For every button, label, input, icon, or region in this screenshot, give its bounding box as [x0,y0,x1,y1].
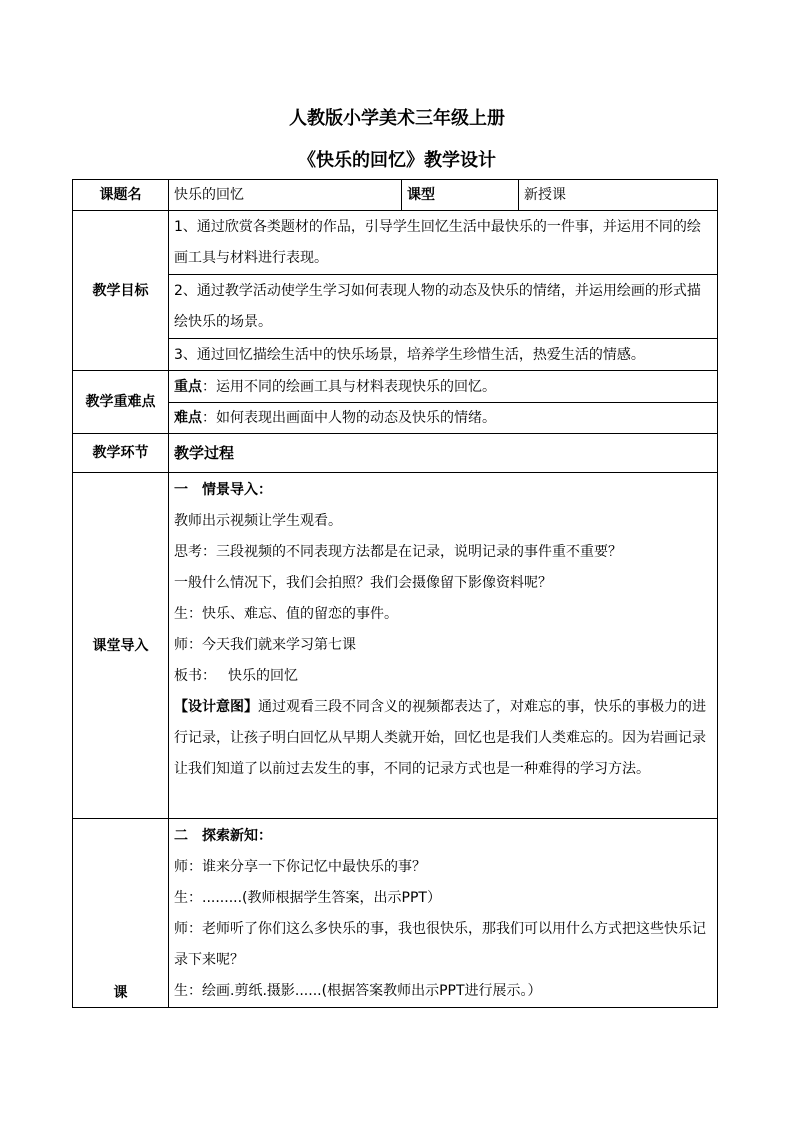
difficulty-row [73,403,718,434]
topic-value: 快乐的回忆 [169,180,402,211]
explore-content [169,819,718,1008]
key-text: ：运用不同的绘画工具与材料表现快乐的回忆。 [202,378,496,395]
intro-line: 教师出示视频让学生观看。 [174,513,342,529]
stage-label: 教学环节 [73,434,169,473]
lesson-label: 课 [73,819,169,1008]
intro-line: 一般什么情况下，我们会拍照？我们会摄像留下影像资料呢？ [174,575,552,591]
design-intent [174,692,712,785]
type-value: 新授课 [519,180,718,211]
document-title: 人教版小学美术三年级上册 [289,108,505,129]
goal-row-3 [73,339,718,371]
explore-row [73,819,718,1008]
stage-header-row [73,434,718,473]
key-prefix: 重点 [174,378,202,395]
process-label: 教学过程 [169,434,718,473]
lesson-plan-table [72,179,718,1008]
explore-heading: 二 探索新知： [174,828,272,844]
intro-row [73,473,718,819]
topic-row [73,180,718,211]
goal-3: 3、通过回忆描绘生活中的快乐场景，培养学生珍惜生活，热爱生活的情感。 [169,339,718,371]
diff-prefix: 难点 [174,410,202,426]
keypoints-label: 教学重难点 [73,371,169,434]
goal-2: 2、通过教学活动使学生学习如何表现人物的动态及快乐的情绪，并运用绘画的形式描绘快乐的场景。 [169,275,718,339]
board-text: 快乐的回忆 [228,668,298,684]
diff-text: ：如何表现出画面中人物的动态及快乐的情绪。 [202,410,496,426]
intro-line: 师：今天我们就来学习第七课 [174,637,356,653]
explore-line: 生：绘画.剪纸.摄影......(根据答案教师出示PPT进行展示。） [174,983,542,999]
explore-line: 师：老师听了你们这么多快乐的事，我也很快乐，那我们可以用什么方式把这些快乐记录下来呢？ [174,921,706,968]
intro-line: 思考：三段视频的不同表现方法都是在记录，说明记录的事件重不重要？ [174,544,622,560]
type-label: 课型 [402,180,519,211]
document-subtitle: 《快乐的回忆》教学设计 [298,150,496,171]
keypoint-cell [169,371,718,403]
difficulty-cell [169,403,718,434]
explore-line: 生：.........(教师根据学生答案，出示PPT） [174,890,441,906]
intro-line: 生：快乐、难忘、值的留恋的事件。 [174,606,398,622]
design-tag: 【设计意图】 [174,699,258,715]
board-line [174,661,712,692]
intro-heading: 一 情景导入： [174,482,272,498]
goal-row-1 [73,211,718,275]
goal-row-2 [73,275,718,339]
design-text: 通过观看三段不同含义的视频都表达了，对难忘的事，快乐的事极力的进行记录，让孩子明白回忆从早期人类就开始，回忆也是我们人类难忘的。因为岩画记录让我们知道了以前过去发生的事，不同的记录方式也是一种难得的学习方法。 [174,699,706,777]
keypoint-row [73,371,718,403]
board-label: 板书： [174,668,216,684]
intro-label: 课堂导入 [73,473,169,819]
intro-content [169,473,718,819]
goals-label: 教学目标 [73,211,169,371]
explore-line: 师：谁来分享一下你记忆中最快乐的事？ [174,859,426,875]
goal-1: 1、通过欣赏各类题材的作品，引导学生回忆生活中最快乐的一件事，并运用不同的绘画工具与材料进行表现。 [169,211,718,275]
topic-label: 课题名 [73,180,169,211]
